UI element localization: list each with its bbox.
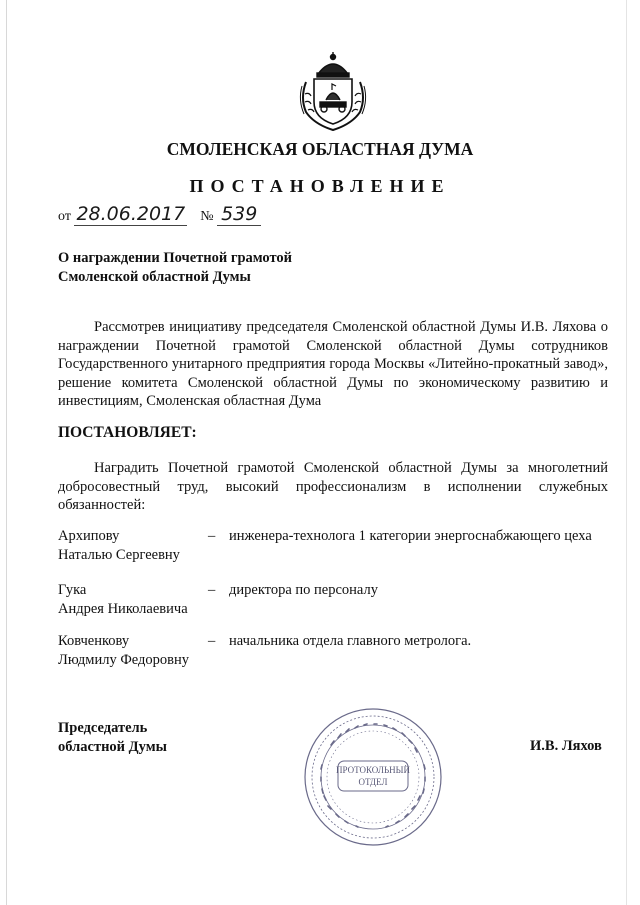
awardee-surname: Гука [58,582,87,598]
official-stamp [298,705,448,850]
organization-title: СМОЛЕНСКАЯ ОБЛАСТНАЯ ДУМА [166,139,474,159]
decision-paragraph: Наградить Почетной грамотой Смоленской областной Думы за многолетний добросовестный труд, высокий профессионализм в исполнении служебных обязанностей: [58,460,608,513]
awardee-name [58,527,203,564]
handwritten-date: 28.06.2017 [76,203,186,225]
date-prefix: от [58,209,71,224]
awardee-name [58,632,203,669]
signer-name: И.В. Ляхов [530,738,602,754]
awardee-name [58,581,203,618]
page-edge-left [6,0,7,905]
preamble-paragraph: Рассмотрев инициативу председателя Смоленской областной Думы И.В. Ляхова о награждении Почетной грамотой Смоленской областной Думы сотрудников Государственного унитарного предприятия города Москвы «Литейно-прокатный завод», решение комитета Смоленской областной Думы по экономическому развитию и инвестициям, Смоленская областная Дума [58,319,608,409]
signature-title-line: Председатель [58,720,148,736]
awardee-given-name: Андрея Николаевича [58,600,188,617]
signature-title [58,719,167,757]
awardee-surname: Ковченкову [58,633,130,649]
awardee-given-name: Людмилу Федоровну [58,651,190,668]
stamp-text-line: ОТДЕЛ [358,777,388,787]
document-subject [58,249,292,287]
dash: – [208,528,216,544]
coat-of-arms-emblem [296,50,370,132]
stamp-text-line: ПРОТОКОЛЬНЫЙ [336,765,410,775]
date-number-line [58,203,261,225]
signature-title-line: областной Думы [58,739,167,755]
resolves-heading: ПОСТАНОВЛЯЕТ: [58,424,197,441]
awardee-position: инженера-технолога 1 категории энергоснабжающего цеха [229,528,592,544]
subject-line: Смоленской областной Думы [58,269,251,285]
page-edge-right [626,0,627,905]
number-prefix: № [200,209,214,224]
dash: – [208,582,216,598]
handwritten-number: 539 [217,203,261,226]
awardee-position: директора по персоналу [229,582,378,598]
awardee-given-name: Наталью Сергеевну [58,546,180,563]
awardee-position: начальника отдела главного метролога. [229,633,472,649]
awardee-surname: Архипову [58,528,120,544]
dash: – [208,633,216,649]
document-type: ПОСТАНОВЛЕНИЕ [189,176,451,196]
subject-line: О награждении Почетной грамотой [58,250,293,266]
